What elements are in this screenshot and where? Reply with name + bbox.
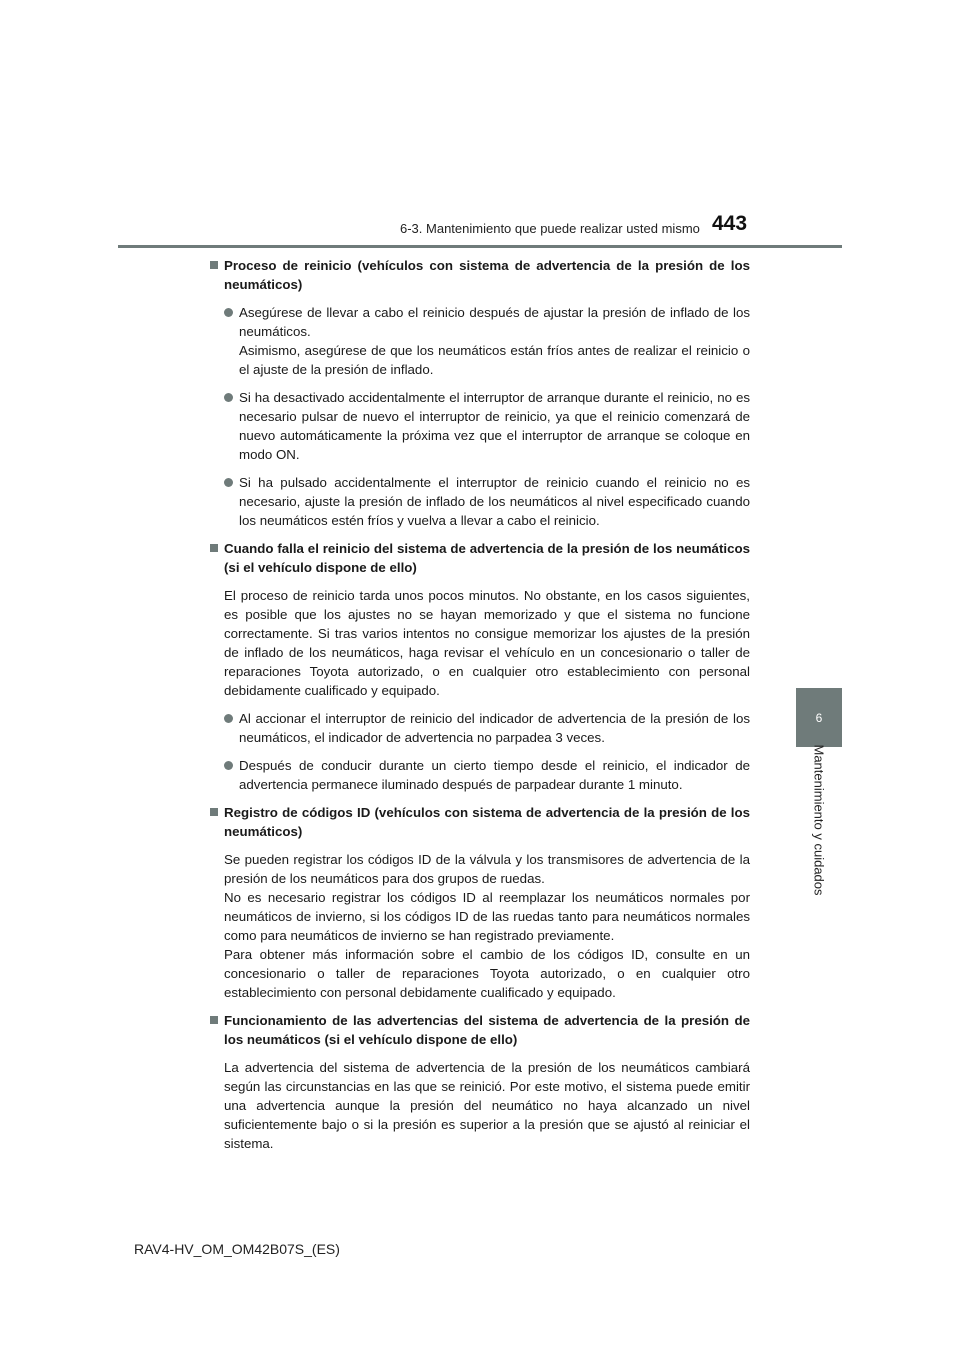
circle-bullet-icon	[224, 478, 233, 487]
section-heading	[210, 256, 750, 294]
section-title: Funcionamiento de las advertencias del sistema de advertencia de la presión de los neumáticos (si el vehículo dispone de ello)	[224, 1013, 750, 1047]
page-content	[210, 256, 750, 1162]
square-bullet-icon	[210, 1016, 218, 1024]
section-title: Proceso de reinicio (vehículos con sistema de advertencia de la presión de los neumáticos)	[224, 258, 750, 292]
list-item	[210, 709, 750, 747]
list-item-text: Al accionar el interruptor de reinicio del indicador de advertencia de la presión de los neumáticos, el indicador de advertencia no parpadea 3 veces.	[239, 711, 750, 745]
section-id-code-registration	[210, 803, 750, 1002]
list-item	[210, 388, 750, 464]
circle-bullet-icon	[224, 714, 233, 723]
list-item	[210, 303, 750, 379]
square-bullet-icon	[210, 544, 218, 552]
section-title: Registro de códigos ID (vehículos con sistema de advertencia de la presión de los neumáticos)	[224, 805, 750, 839]
section-heading	[210, 803, 750, 841]
section-heading	[210, 539, 750, 577]
section-paragraph: La advertencia del sistema de advertencia de la presión de los neumáticos cambiará según las circunstancias en las que se reinició. Por este motivo, el sistema puede emitir una advertencia aunque la presión del neumático no haya alcanzado un nivel suficientemente bajo o si la presión es superior a la presión que se ajustó al reiniciar el sistema.	[224, 1060, 750, 1151]
list-item	[210, 756, 750, 794]
list-item-text: Si ha desactivado accidentalmente el interruptor de arranque durante el reinicio, no es necesario pulsar de nuevo el interruptor de reinicio, ya que el reinicio comenzará de nuevo automáticamente la próxima vez que el interruptor de arranque se coloque en modo ON.	[239, 390, 750, 462]
section-paragraph: Se pueden registrar los códigos ID de la válvula y los transmisores de advertencia de la presión de los neumáticos para dos grupos de ruedas. No es necesario registrar los códigos ID al reemplazar los neumáticos normales por neumáticos de invierno, si los códigos ID de las ruedas tanto para neumáticos normales como para neumáticos de invierno se han registrado previamente. Para obtener más información sobre el cambio de los códigos ID, consulte en un concesionario o taller de reparaciones Toyota autorizado, o en cualquier otro establecimiento con personal debidamente cualificado y equipado.	[224, 852, 750, 1000]
list-item-text: Después de conducir durante un cierto tiempo desde el reinicio, el indicador de advertencia permanece iluminado después de parpadear durante 1 minuto.	[239, 758, 750, 792]
header-divider	[118, 245, 842, 248]
section-heading	[210, 1011, 750, 1049]
header-section-title: 6-3. Mantenimiento que puede realizar usted mismo	[400, 221, 700, 236]
square-bullet-icon	[210, 261, 218, 269]
chapter-number: 6	[815, 710, 823, 725]
list-item-text: Si ha pulsado accidentalmente el interruptor de reinicio cuando el reinicio no es necesario, ajuste la presión de inflado de los neumáticos al nivel especificado cuando los neumáticos estén fríos y vuelva a llevar a cabo el reinicio.	[239, 475, 750, 528]
section-reset-process	[210, 256, 750, 530]
section-warning-operation	[210, 1011, 750, 1153]
circle-bullet-icon	[224, 308, 233, 317]
page-number: 443	[712, 212, 748, 235]
circle-bullet-icon	[224, 761, 233, 770]
list-item-text: Asegúrese de llevar a cabo el reinicio después de ajustar la presión de inflado de los neumáticos. Asimismo, asegúrese de que los neumáticos están fríos antes de realizar el reinicio o el ajuste de la presión de inflado.	[239, 305, 750, 377]
section-paragraph: El proceso de reinicio tarda unos pocos minutos. No obstante, en los casos siguientes, es posible que los ajustes no se hayan memorizado y que el sistema no funcione correctamente. Si tras varios intentos no consigue memorizar los ajustes de la presión de inflado de los neumáticos, haga revisar el vehículo en un concesionario o taller de reparaciones Toyota autorizado, o en cualquier otro establecimiento con personal debidamente cualificado y equipado.	[224, 588, 750, 698]
document-code: RAV4-HV_OM_OM42B07S_(ES)	[134, 1241, 340, 1257]
square-bullet-icon	[210, 808, 218, 816]
chapter-tab	[796, 688, 842, 747]
list-item	[210, 473, 750, 530]
chapter-title: Mantenimiento y cuidados	[811, 744, 827, 896]
section-reset-failure	[210, 539, 750, 794]
circle-bullet-icon	[224, 393, 233, 402]
section-title: Cuando falla el reinicio del sistema de advertencia de la presión de los neumáticos (si el vehículo dispone de ello)	[224, 541, 750, 575]
